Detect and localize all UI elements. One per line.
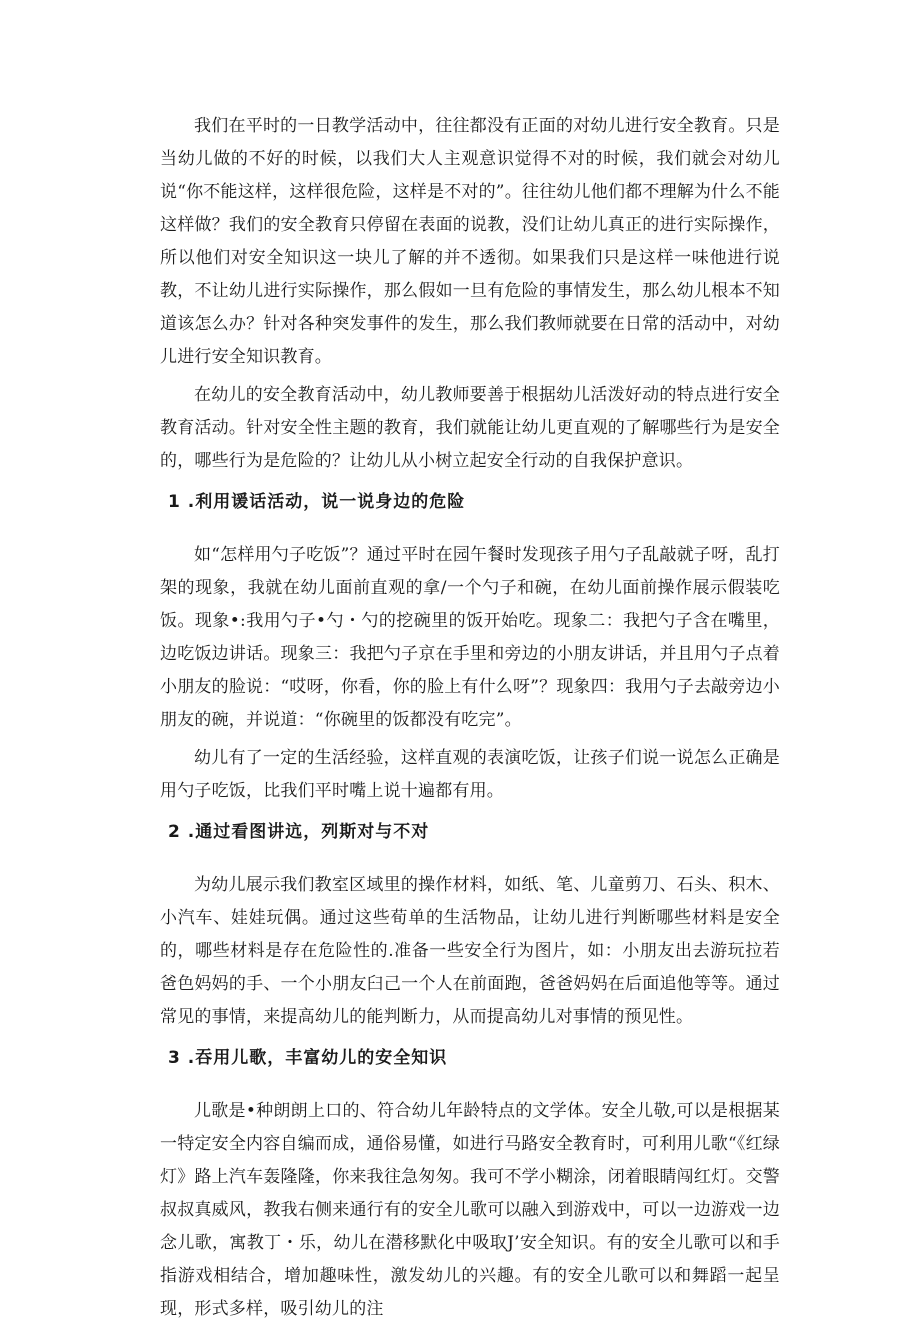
section-1-heading: 1 .利用谖话活动，说一说身边的危险 [168, 492, 466, 512]
intro-paragraph-1: 我们在平时的一日教学活动中，往往都没有正面的对幼儿进行安全教育。只是当幼儿做的不好的时候，以我们大人主观意识觉得不对的时候，我们就会对幼儿说“你不能这样，这样很危险，这样是不对的”。往往幼儿他们都不理解为什么不能这样做？我们的安全教育只停留在表面的说教，没们让幼儿真正的进行实际操作，所以他们对安全知识这一块儿了解的并不透彻。如果我们只是这样一味他进行说教，不让幼儿进行实际操作，那么假如一旦有危险的事情发生，那么幼儿根本不知道该怎么办？针对各种突发事件的发生，那么我们教师就要在日常的活动中，对幼儿进行安全知识教育。 [160, 116, 780, 367]
section-2-heading: 2 .通过看图讲迒，列斯对与不对 [168, 822, 430, 842]
intro-paragraph-2: 在幼儿的安全教育活动中，幼儿教师要善于根据幼儿活泼好动的特点进行安全教育活动。针对安全性主题的教育，我们就能让幼儿更直观的了解哪些行为是安全的，哪些行为是危险的？让幼儿从小树立起安全行动的自我保护意识。 [160, 385, 780, 471]
section-1-paragraph-2: 幼儿有了一定的生活经验，这样直观的表演吃饭，让孩子们说一说怎么正确是用勺子吃饭，比我们平时嘴上说十遍都有用。 [160, 748, 780, 801]
section-3-paragraph-1: 儿歌是•种朗朗上口的、符合幼儿年龄特点的文学体。安全儿敬,可以是根据某一特定安全内容自编而成，通俗易懂，如进行马路安全教育时，可利用儿歌“《红绿灯》路上汽车轰隆隆，你来我往急匆匆。我可不学小糊涂，闭着眼睛闯红灯。交警叔叔真威风，教我右侧来通行有的安全儿歌可以融入到游戏中，可以一边游戏一边念儿歌，寓教丁・乐，幼儿在潜移默化中吸取J’安全知识。有的安全儿歌可以和手指游戏相结合，增加趣味性，激发幼儿的兴趣。有的安全儿歌可以和舞蹈一起呈现，形式多样，吸引幼儿的注 [160, 1101, 780, 1319]
section-2-paragraph-1: 为幼儿展示我们教室区域里的操作材料，如纸、笔、儿童剪刀、石头、积木、小汽车、娃娃玩偶。通过这些荀单的生活物品，让幼儿进行判断哪些材料是安全的，哪些材料是存在危险性的.准备一些安全行为图片，如：小朋友出去游玩拉若爸色妈妈的手、一个小朋友臼己一个人在前面跑，爸爸妈妈在后面追他等等。通过常见的事情，来提高幼儿的能判断力，从而提高幼儿对事情的预见性。 [160, 875, 780, 1027]
section-1-paragraph-1: 如“怎样用勺子吃饭”？通过平时在园午餐时发现孩子用勺子乱敲就子呀，乱打架的现象，我就在幼儿面前直观的拿/一个勺子和碗，在幼儿面前操作展示假装吃饭。现象•:我用勺子•勺・勺的挖碗里的饭开始吃。现象二：我把勺子含在嘴里，边吃饭边讲话。现象三：我把勺子京在手里和旁边的小朋友讲话，并且用勺子点着小朋友的脸说：“哎呀，你看，你的脸上有什么呀”？现象四：我用勺子去敲旁边小朋友的碗，并说道：“你碗里的饭都没有吃完”。 [160, 545, 780, 730]
document-body [160, 110, 780, 1326]
section-3-heading: 3 .吞用儿歌，丰富幼儿的安全知识 [168, 1048, 448, 1068]
